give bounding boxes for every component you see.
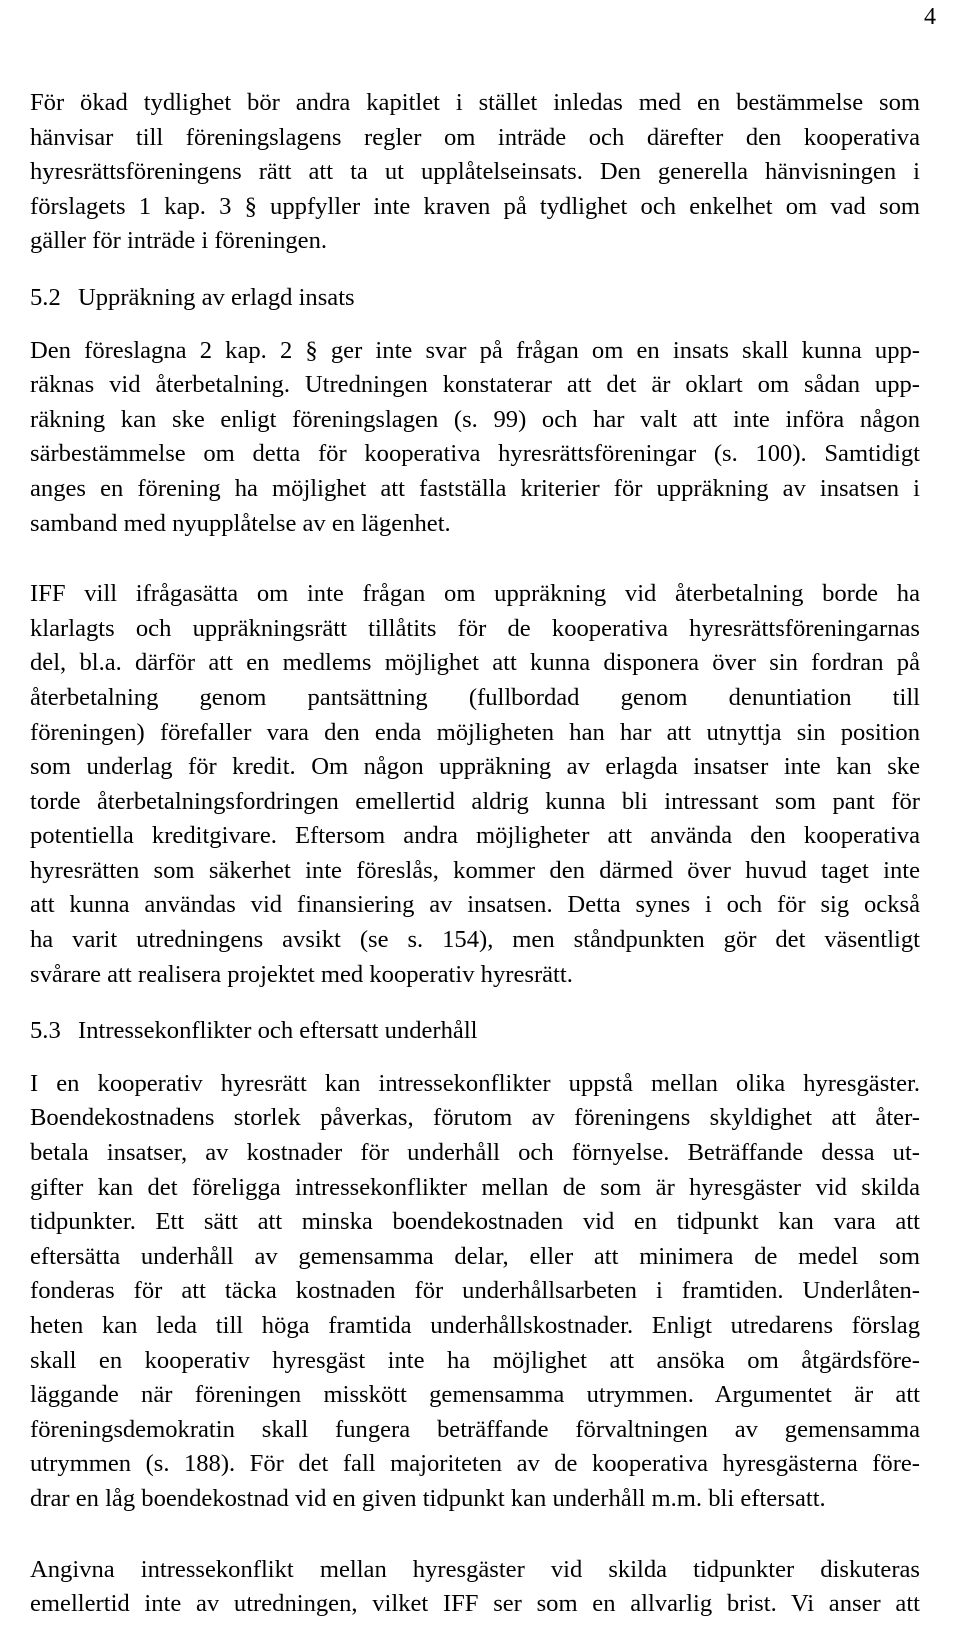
text-line: skall en kooperativ hyresgäst inte ha möjlighet att ansöka om åtgärdsföre- <box>30 1346 920 1374</box>
text-line: förslagets 1 kap. 3 § uppfyller inte kraven på tydlighet och enkelhet om vad som <box>30 192 920 220</box>
text-line: klarlagts och uppräkningsrätt tillåtits för de kooperativa hyresrättsföreningarnas <box>30 614 920 642</box>
text-line: betala insatser, av kostnader för underhåll och förnyelse. Beträffande dessa ut- <box>30 1139 920 1167</box>
text-line: För ökad tydlighet bör andra kapitlet i stället inledas med en bestämmelse som <box>30 89 920 116</box>
text-line: Angivna intressekonflikt mellan hyresgäster vid skilda tidpunkter diskuteras <box>30 1555 920 1583</box>
page-number: 4 <box>924 4 936 30</box>
text-line: gifter kan det föreligga intressekonflikter mellan de som är hyresgäster vid skilda <box>30 1173 920 1201</box>
paragraph-4 <box>30 1067 920 1517</box>
paragraph-5 <box>30 1553 920 1622</box>
text-line: utrymmen (s. 188). För det fall majoriteten av de kooperativa hyresgästerna före- <box>30 1450 920 1478</box>
paragraph-3 <box>30 577 920 992</box>
text-line: att kunna användas vid finansiering av insatsen. Detta synes i och för sig också <box>30 891 920 919</box>
text-line: läggande när föreningen misskött gemensamma utrymmen. Argumentet är att <box>30 1381 920 1409</box>
text-line: drar en låg boendekostnad vid en given tidpunkt kan underhåll m.m. bli eftersatt. <box>30 1484 826 1512</box>
text-line: föreningsdemokratin skall fungera beträffande förvaltningen av gemensamma <box>30 1415 920 1443</box>
text-line: anges en förening ha möjlighet att fastställa kriterier för uppräkning av insatsen i <box>30 474 920 502</box>
text-line: särbestämmelse om detta för kooperativa hyresrättsföreningar (s. 100). Samtidigt <box>30 440 920 468</box>
text-line: hyresrättsföreningens rätt att ta ut upplåtelseinsats. Den generella hänvisningen i <box>30 158 920 186</box>
text-line: hänvisar till föreningslagens regler om inträde och därefter den kooperativa <box>30 123 920 151</box>
text-line: som underlag för kredit. Om någon uppräkning av erlagda insatser inte kan ske <box>30 753 920 781</box>
text-line: emellertid inte av utredningen, vilket IFF ser som en allvarlig brist. Vi anser att <box>30 1590 920 1618</box>
text-line: del, bl.a. därför att en medlems möjlighet att kunna disponera över sin fordran på <box>30 649 920 677</box>
document-body <box>30 86 920 1622</box>
paragraph-1 <box>30 86 920 259</box>
text-line: samband med nyupplåtelse av en lägenhet. <box>30 509 451 537</box>
section-number: 5.2 <box>30 283 61 311</box>
text-line: IFF vill ifrågasätta om inte frågan om uppräkning vid återbetalning borde ha <box>30 580 920 608</box>
section-number: 5.3 <box>30 1017 61 1045</box>
text-line: räknas vid återbetalning. Utredningen konstaterar att det är oklart om sådan upp- <box>30 371 920 399</box>
section-heading-5-3 <box>30 1014 920 1049</box>
text-line: I en kooperativ hyresrätt kan intressekonflikter uppstå mellan olika hyresgäster. <box>30 1069 920 1097</box>
text-line: ha varit utredningens avsikt (se s. 154), men ståndpunkten gör det väsentligt <box>30 926 920 954</box>
text-line: potentiella kreditgivare. Eftersom andra möjligheter att använda den kooperativa <box>30 822 920 850</box>
text-line: återbetalning genom pantsättning (fullbordad genom denuntiation till <box>30 683 920 711</box>
text-line: svårare att realisera projektet med kooperativ hyresrätt. <box>30 960 573 988</box>
text-line: gäller för inträde i föreningen. <box>30 227 328 255</box>
text-line: heten kan leda till höga framtida underhållskostnader. Enligt utredarens förslag <box>30 1312 920 1339</box>
text-line: torde återbetalningsfordringen emellertid aldrig kunna bli intressant som pant för <box>30 787 920 815</box>
text-line: räkning kan ske enligt föreningslagen (s. 99) och har valt att inte införa någon <box>30 405 920 433</box>
section-title: Intressekonflikter och eftersatt underhåll <box>78 1017 478 1045</box>
text-line: hyresrätten som säkerhet inte föreslås, kommer den därmed över huvud taget inte <box>30 856 920 884</box>
text-line: föreningen) förefaller vara den enda möjligheten han har att utnyttja sin position <box>30 718 920 746</box>
text-line: eftersätta underhåll av gemensamma delar, eller att minimera de medel som <box>30 1242 920 1270</box>
section-title: Uppräkning av erlagd insats <box>78 283 355 311</box>
text-line: Boendekostnadens storlek påverkas, förutom av föreningens skyldighet att åter- <box>30 1104 920 1132</box>
text-line: tidpunkter. Ett sätt att minska boendekostnaden vid en tidpunkt kan vara att <box>30 1208 920 1236</box>
text-line: Den föreslagna 2 kap. 2 § ger inte svar på frågan om en insats skall kunna upp- <box>30 336 920 364</box>
text-line: fonderas för att täcka kostnaden för underhållsarbeten i framtiden. Underlåten- <box>30 1277 920 1305</box>
section-heading-5-2 <box>30 281 920 316</box>
paragraph-2 <box>30 334 920 542</box>
